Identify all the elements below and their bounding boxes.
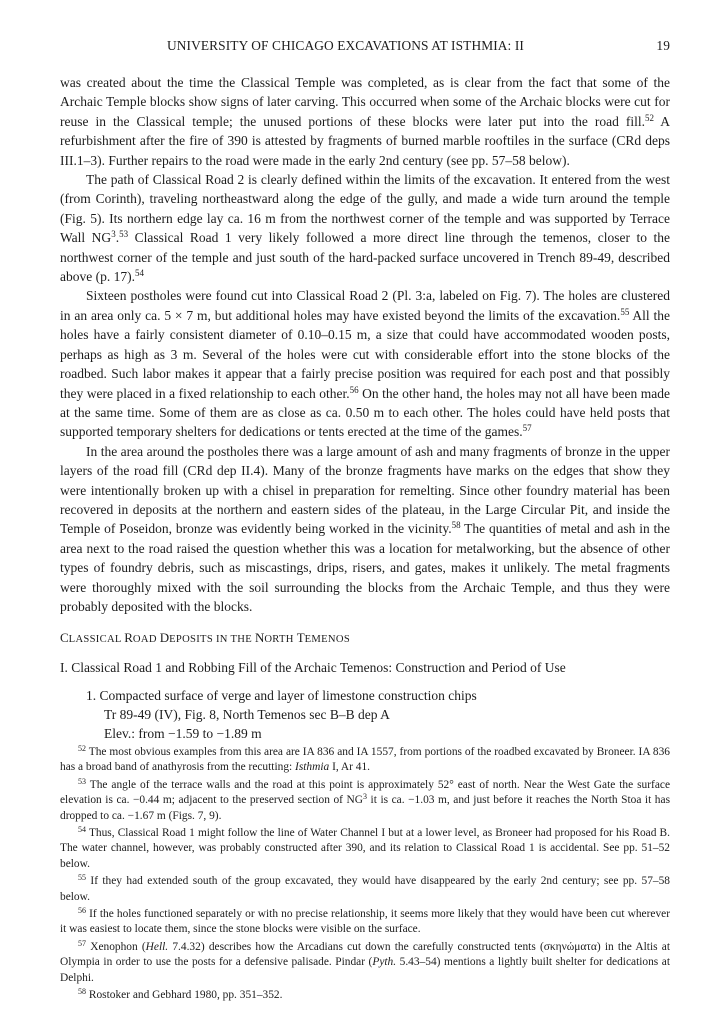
heading-text: T [296, 630, 305, 645]
footnote-number: 55 [78, 873, 86, 883]
paragraph-text: The path of Classical Road 2 is clearly defined within the limits of the excavation. It entered from the west (from Corinth), traveling northeastward along the edge of the gully, and made a wide turn around the temple (Fig. 5). Its northern edge lay ca. 16 m from the northwest corner of the temple and was supported by Terrace Wall NG [60, 172, 670, 246]
footnote-text: Rostoker and Gebhard 1980, pp. 351–352. [88, 989, 283, 1002]
paragraph-text: was created about the time the Classical Temple was completed, as is clear from the fact that some of the Archaic Temple blocks show signs of later carving. This occurred when some of the Archaic blocks were cut for reuse in the Classical temple; the unused portions of these blocks were later put into the road fill. [60, 75, 670, 129]
footnote-text: 5.43–54) mentions a lightly built shelter for dedications at Delphi. [60, 956, 670, 984]
footnote-56 [60, 907, 670, 938]
footnote-number: 53 [78, 776, 86, 786]
footnote-number: 57 [78, 938, 86, 948]
footnote-ref-58[interactable]: 58 [451, 520, 461, 531]
footnote-number: 56 [78, 906, 86, 916]
paragraph-text: The quantities of metal and ash in the area next to the road raised the question whether this was a location for metalworking, but the absence of other types of foundry debris, such as miscastings, drips, risers, and gates, makes it unlikely. The metal fragments were thoroughly mixed with the soil surrounding the blocks from the Archaic Temple, and thus they were probably deposited with the blocks. [60, 521, 670, 614]
footnote-number: 52 [78, 744, 86, 753]
footnote-52 [60, 745, 670, 776]
footnote-ref-56[interactable]: 56 [349, 384, 359, 395]
superscript-3: 3 [363, 792, 367, 802]
heading-text: EMENOS [304, 634, 351, 645]
footnotes [60, 745, 670, 1006]
footnote-ref-54[interactable]: 54 [134, 268, 144, 279]
paragraph-1 [60, 73, 670, 170]
footnote-ref-52[interactable]: 52 [644, 112, 654, 123]
heading-text: OAD [132, 634, 160, 645]
paragraph-2 [60, 170, 670, 286]
footnote-57 [60, 940, 670, 986]
footnote-text: If the holes functioned separately or with no precise relationship, it seems more likely that they would have been cut wherever it was easiest to locate them, since the stone blocks were visible on the surface. [60, 908, 670, 936]
paragraph-text: All the holes have a fairly consistent diameter of 0.10–0.15 m, a size that could have accommodated wooden posts, perhaps as high as 3 m. Several of the holes were cut with considerable effort into the stone blocks of the roadbed. Such labor makes it appear that a fairly precise position was required for each post and that possibly they were placed in a fixed relationship to each other. [60, 307, 671, 401]
section-heading [60, 628, 670, 649]
deposit-reference: Tr 89-49 (IV), Fig. 8, North Temenos sec B–B dep A [104, 707, 390, 722]
paragraph-text: Sixteen postholes were found cut into Classical Road 2 (Pl. 3:a, labeled on Fig. 7). The holes are clustered in an area only ca. 5 × 7 m, but additional holes may have existed beyond the limits of the excavation. [60, 288, 670, 323]
footnote-text: I, Ar 41. [329, 761, 371, 774]
footnote-58 [60, 988, 670, 1003]
heading-text: EPOSITS IN THE [169, 634, 255, 645]
deposit-elevation: Elev.: from −1.59 to −1.89 m [104, 726, 262, 741]
deposits-section [60, 628, 670, 743]
heading-text: N [254, 630, 265, 645]
heading-text: C [60, 630, 69, 645]
footnote-text: 7.4.32) describes how the Arcadians cut down the carefully constructed tents (σκηνώματα) in the Altis at Olympia in order to use the posts for a defensive palisade. Pindar ( [60, 940, 670, 969]
paragraph-text: . [115, 230, 120, 246]
subsection-heading: I. Classical Road 1 and Robbing Fill of the Archaic Temenos: Construction and Period of Use [60, 660, 566, 675]
footnote-53 [60, 778, 670, 824]
footnote-text: If they had extended south of the group excavated, they would have disappeared by the early 2nd century; see pp. 57–58 below. [60, 875, 670, 903]
heading-text: LASSICAL [68, 634, 125, 645]
footnote-text: Hell. [145, 940, 169, 953]
footnote-ref-55[interactable]: 55 [620, 306, 630, 317]
superscript-3: 3 [111, 229, 116, 240]
running-title: UNIVERSITY OF CHICAGO EXCAVATIONS AT ISTHMIA: II [167, 38, 524, 53]
footnote-text: Xenophon ( [90, 940, 146, 953]
paragraph-text: On the other hand, the holes may not all have been made at the same time. Some of them are as close as ca. 0.50 m to each other. The holes could have held posts that supported temporary shelters for dedications or tents erected at the time of the games. [60, 385, 670, 440]
paragraph-text: Classical Road 1 very likely followed a more direct line through the temenos, closer to the northwest corner of the temple and just south of the hard-packed surface uncovered in Trench 89-49, described above (p. 17). [60, 230, 670, 285]
footnote-ref-57[interactable]: 57 [522, 423, 532, 434]
paragraph-4 [60, 442, 670, 617]
footnote-number: 58 [78, 987, 86, 997]
deposit-title: 1. Compacted surface of verge and layer of limestone construction chips [86, 688, 477, 703]
heading-text: ORTH [264, 634, 297, 645]
footnote-text: The angle of the terrace walls and the road at this point is approximately 52° east of north. Near the West Gate the surface elevation is ca. −0.44 m; adjacent to the preserved section of NG [60, 778, 670, 807]
footnote-text: The most obvious examples from this area are IA 836 and IA 1557, from portions of the roadbed excavated by Broneer. IA 836 has a broad band of anathyrosis from the recutting: [60, 746, 670, 774]
footnote-55 [60, 874, 670, 905]
deposit-entry [86, 686, 670, 743]
footnote-text: Isthmia [295, 761, 330, 774]
paragraph-3 [60, 286, 670, 441]
paragraph-text: In the area around the postholes there was a large amount of ash and many fragments of bronze in the upper layers of the road fill (CRd dep II.4). Many of the bronze fragments have marks on the edges that show they were intentionally broken up with a chisel in preparation for remelting. Since other foundry material has been recovered in deposits at the northern and eastern sides of the plateau, in the Large Circular Pit, and inside the Temple of Poseidon, bronze was evidently being worked in the vicinity. [60, 443, 670, 537]
body-text [60, 73, 670, 616]
heading-text: R [124, 630, 133, 645]
heading-text: D [159, 630, 170, 645]
paragraph-text: A refurbishment after the fire of 390 is attested by fragments of burned marble rooftiles in the surface (CRd deps III.1–3). Further repairs to the road were made in the early 2nd century (see pp. 57–58 below). [60, 113, 670, 168]
footnote-54 [60, 826, 670, 872]
footnote-text: Pyth. [372, 956, 397, 969]
footnote-text: Thus, Classical Road 1 might follow the line of Water Channel I but at a lower level, as Broneer had proposed for his Road B. The water channel, however, was probably constructed after 390, and its relation to Classical Road 1 is accidental. See pp. 51–52 below. [60, 827, 670, 870]
footnote-text: it is ca. −1.03 m, and just before it reaches the North Stoa it has dropped to ca. −1.67 m (Figs. 7, 9). [60, 794, 670, 822]
page-number: 19 [656, 38, 670, 53]
footnote-number: 54 [78, 825, 86, 835]
footnote-ref-53[interactable]: 53 [119, 229, 129, 240]
